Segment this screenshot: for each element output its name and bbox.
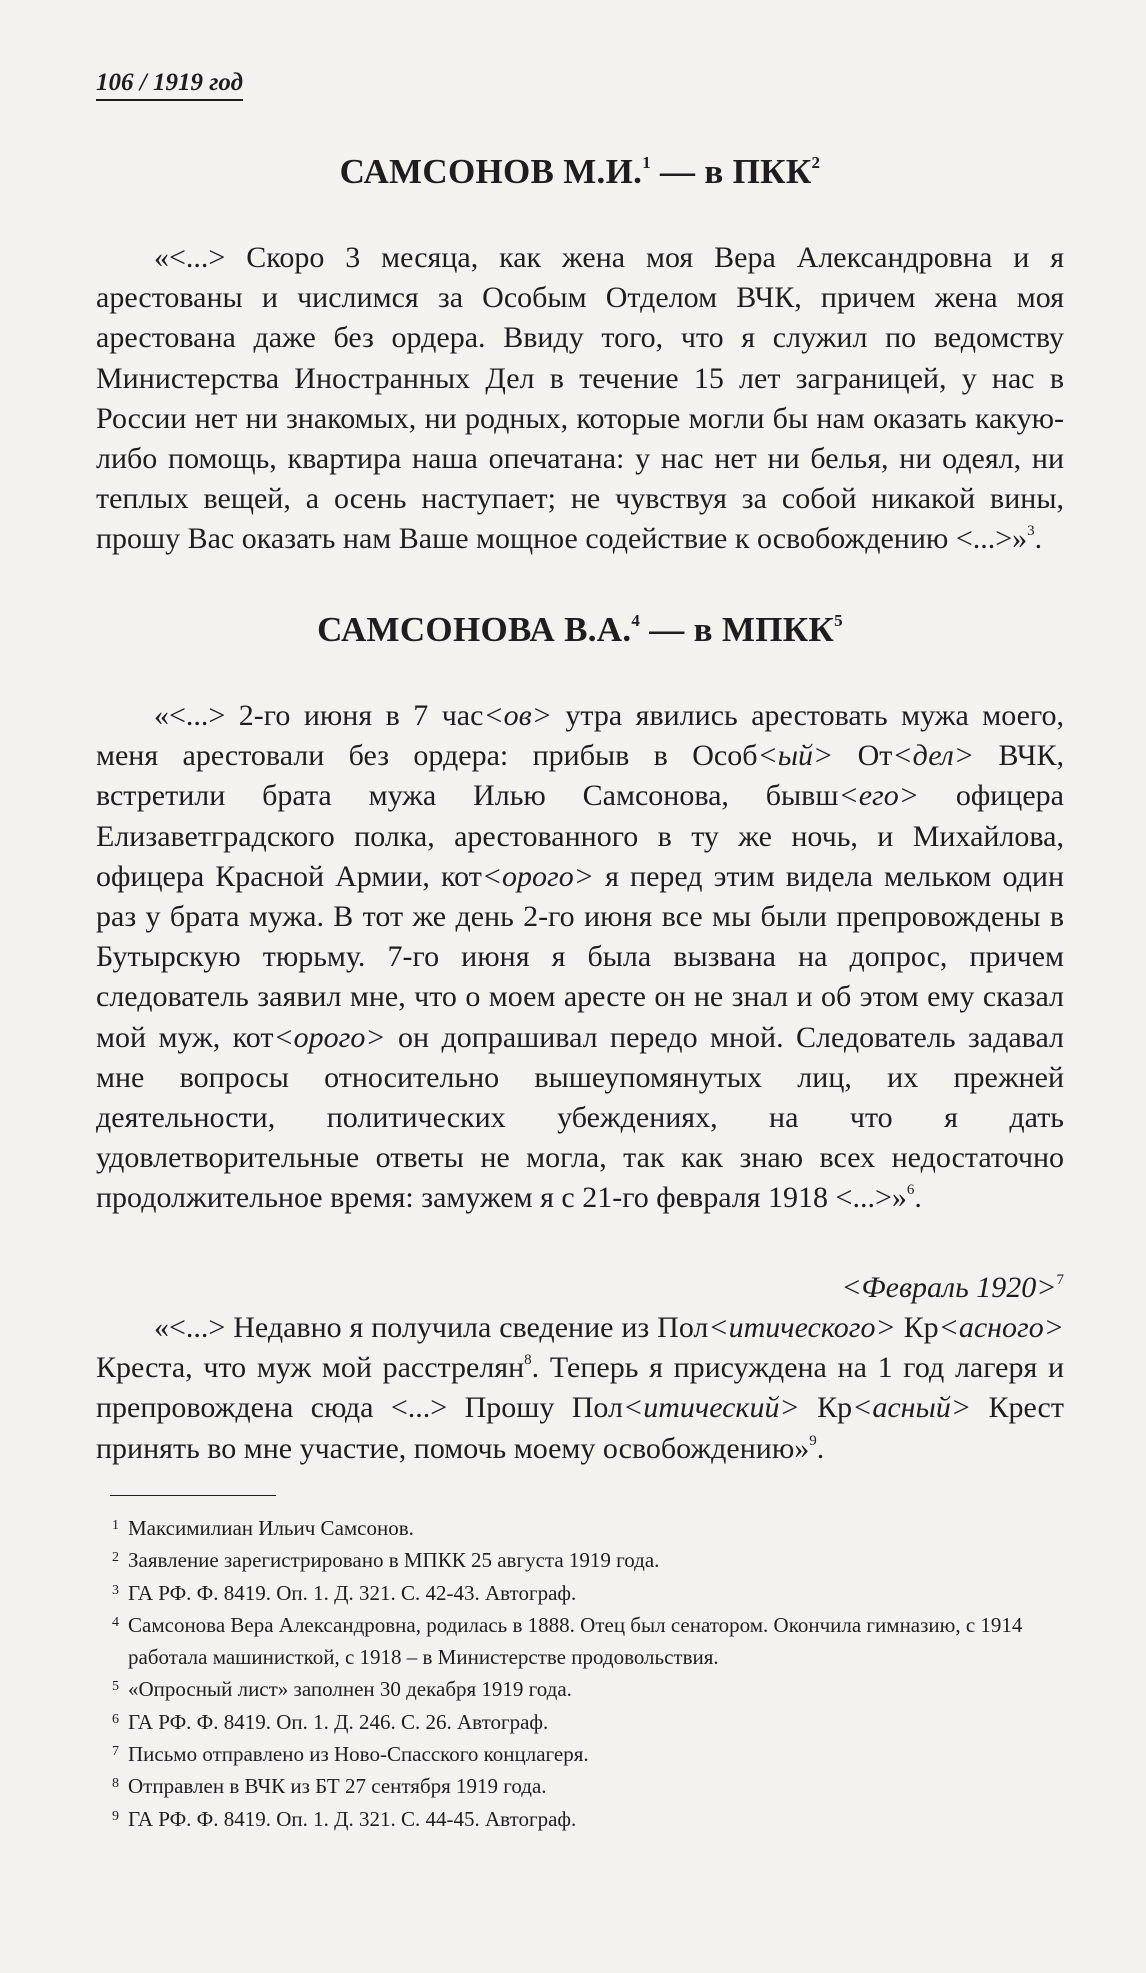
letter-paragraph-samsonov: «<...> Скоро 3 месяца, как жена моя Вера Александровна и я арестованы и числимся за Особым Отделом ВЧК, причем жена моя арестована даже без ордера. Ввиду того, что я служил по ведомству Министерства Иностранных Дел в течение 15 лет заграницей, у нас в России нет ни знакомых, ни родных, которые могли бы нам оказать какую-либо помощь, квартира наша опечатана: у нас нет ни белья, ни одеял, ни теплых вещей, а осень наступает; не чувствуя за собой никакой вины, прошу Вас оказать нам Ваше мощное содействие к освобождению <...>»$^3$. <box>96 241 1064 556</box>
editorial-insert: <его> <box>838 779 919 813</box>
footnote-1: 1 Максимилиан Ильич Самсонов. <box>112 1516 414 1540</box>
heading-addressee: — в МПКК <box>640 610 835 649</box>
text-run: офицера Елизаветградского полка, арестованного в ту же ночь, и Михайлова, офицера Красной Армии, кот <box>96 779 1064 893</box>
text-run: . Теперь я присуждена на 1 год лагеря и препровождена сюда <...> Прошу Пол <box>96 1351 1064 1425</box>
footnote-3: 3 ГА РФ. Ф. 8419. Оп. 1. Д. 321. С. 42-43. Автограф. <box>112 1580 577 1605</box>
footnote-text: ГА РФ. Ф. 8419. Оп. 1. Д. 246. С. 26. Автограф. <box>128 1709 549 1734</box>
editorial-insert: <орого> <box>273 1020 386 1054</box>
footnote-text: Письмо отправлено из Ново-Спасского концлагеря. <box>128 1742 589 1767</box>
footnote-text: ГА РФ. Ф. 8419. Оп. 1. Д. 321. С. 44-45. Автограф. <box>128 1806 577 1831</box>
editorial-insert: <дел> <box>892 739 975 773</box>
footnote-text: Максимилиан Ильич Самсонов. <box>128 1516 414 1540</box>
footnote-ref: 9 <box>809 1432 817 1449</box>
heading-addressee: — в ПКК <box>651 152 812 191</box>
footnote-6: 6 ГА РФ. Ф. 8419. Оп. 1. Д. 246. С. 26. Автограф. <box>112 1709 549 1734</box>
editorial-insert: <итический> <box>622 1391 800 1425</box>
text-run: я перед этим видела мельком один раз у брата мужа. В тот же день 2-го июня все мы были препровождены в Бутырскую тюрьму. 7-го июня я была вызвана на допрос, причем следователь заявил мне, что о моем аресте он не знал и об этом ему сказал мой муж, кот <box>96 859 1065 1054</box>
footnote-ref: 4 <box>631 611 641 630</box>
heading-name: САМСОНОВА В.А. <box>317 610 632 649</box>
editorial-insert: <ов> <box>483 699 552 732</box>
text-run: Кр <box>799 1391 853 1425</box>
footnote-7: 7 Письмо отправлено из Ново-Спасского концлагеря. <box>112 1742 589 1767</box>
dateline <box>96 1268 1064 1308</box>
footnote-ref: 3 <box>1027 523 1035 540</box>
dateline-text: <Февраль 1920> <box>841 1271 1057 1304</box>
text-run: От <box>833 739 893 773</box>
footnote-text: Заявление зарегистрировано в МПКК 25 августа 1919 года. <box>128 1548 660 1573</box>
footnote-2: 2 Заявление зарегистрировано в МПКК 25 августа 1919 года. <box>112 1548 660 1573</box>
heading-name: САМСОНОВ М.И. <box>339 152 643 191</box>
footnote-8: 8 Отправлен в ВЧК из БТ 27 сентября 1919 года. <box>112 1774 547 1799</box>
footnote-ref: 6 <box>906 1182 915 1199</box>
running-head: 106 / 1919 год <box>96 68 243 101</box>
footnotes <box>112 1512 1072 1835</box>
footnote-ref: 5 <box>834 611 843 630</box>
footnote-text: ГА РФ. Ф. 8419. Оп. 1. Д. 321. С. 42-43. Автограф. <box>128 1580 577 1605</box>
footnote-text: «Опросный лист» заполнен 30 декабря 1919 года. <box>128 1677 572 1702</box>
editorial-insert: <орого> <box>481 859 595 893</box>
section-heading-samsonov <box>96 150 1064 194</box>
editorial-insert: <итического> <box>708 1311 896 1344</box>
letter-paragraph-samsonova-2 <box>96 1308 1064 1469</box>
section-heading-samsonova <box>96 608 1064 652</box>
footnote-ref: 1 <box>642 153 651 172</box>
letter-paragraph-samsonova-1: «<...> 2-го июня в 7 час<ов> утра явились арестовать мужа моего, меня арестовали без ордера: прибыв в Особ<ый> От<дел> ВЧК, встретили брата мужа Илью Самсонова, бывш<его> офицера Елизаветградского полка, арестованного в ту же ночь, и Михайлова, офицера Красной Армии, кот<орого> я перед этим видела мельком один раз у брата мужа. В тот же день 2-го июня все мы были препровождены в Бутырскую тюрьму. 7-го июня я была вызвана на допрос, причем следователь заявил мне, что о моем аресте он не знал и об этом ему сказал мой муж, кот<орого> он допрашивал передо мной. Следователь задавал мне вопросы относительно вышеупомянутых лиц, их прежней деятельности, политических убеждениях, на что я дать удовлетворительные ответы не могла, так как знаю всех недостаточно продолжительное время: замужем я с 21-го февраля 1918 <...>»$^6$. <box>96 699 1065 1215</box>
text-run: Крест принять во мне участие, помочь моему освобождению» <box>96 1391 1064 1465</box>
footnote-9: 9 ГА РФ. Ф. 8419. Оп. 1. Д. 321. С. 44-45. Автограф. <box>112 1806 577 1831</box>
text-run: Кр <box>895 1311 939 1344</box>
text-run: Креста, что муж мой расстрелян <box>96 1351 525 1385</box>
editorial-insert: <ый> <box>757 739 834 773</box>
text-run: . <box>816 1431 825 1465</box>
footnote-4: 4 Самсонова Вера Александровна, родилась в 1888. Отец был сенатором. Окончила гимназию, с 1914 работала машинисткой, с 1918 – в Министерстве продовольствия. <box>112 1612 1023 1670</box>
footnote-divider <box>110 1495 276 1496</box>
footnote-5: 5 «Опросный лист» заполнен 30 декабря 1919 года. <box>112 1677 572 1702</box>
footnote-ref: 2 <box>811 153 821 172</box>
text-run: утра явились арестовать мужа моего, меня арестовали без ордера: прибыв в Особ <box>96 699 1064 773</box>
footnote-text: Отправлен в ВЧК из БТ 27 сентября 1919 года. <box>128 1774 547 1799</box>
editorial-insert: <асный> <box>852 1391 972 1425</box>
footnote-ref: 7 <box>1056 1272 1064 1288</box>
text-run: ВЧК, встретили брата мужа Илью Самсонова, бывш <box>96 739 1064 813</box>
footnote-text: Самсонова Вера Александровна, родилась в 1888. Отец был сенатором. Окончила гимназию, с 1914 работала машинисткой, с 1918 – в Министерстве продовольствия. <box>128 1612 1023 1670</box>
paragraph-text: «<...> Скоро 3 месяца, как жена моя Вера Александровна и я арестованы и числимся за Особым Отделом ВЧК, причем жена моя арестована даже без ордера. Ввиду того, что я служил по ведомству Министерства Иностранных Дел в течение 15 лет заграницей, у нас в России нет ни знакомых, ни родных, которые могли бы нам оказать какую-либо помощь, квартира наша опечатана: у нас нет ни белья, ни одеял, ни теплых вещей, а осень наступает; не чувствуя за собой никакой вины, прошу Вас оказать нам Ваше мощное содействие к освобождению <...>» <box>96 241 1064 556</box>
footnote-ref: 8 <box>524 1352 532 1369</box>
editorial-insert: <асного> <box>938 1311 1064 1344</box>
text-run: он допрашивал передо мной. Следователь задавал мне вопросы относительно вышеупомянутых лиц, их прежней деятельности, политических убеждениях, на что я дать удовлетворительные ответы не могла, так как знаю всех недостаточно продолжительное время: замужем я с 21-го февраля 1918 <...>» <box>96 1020 1064 1215</box>
text-run: «<...> Недавно я получила сведение из Пол <box>154 1311 709 1344</box>
text-run: «<...> 2-го июня в 7 час <box>154 699 484 732</box>
